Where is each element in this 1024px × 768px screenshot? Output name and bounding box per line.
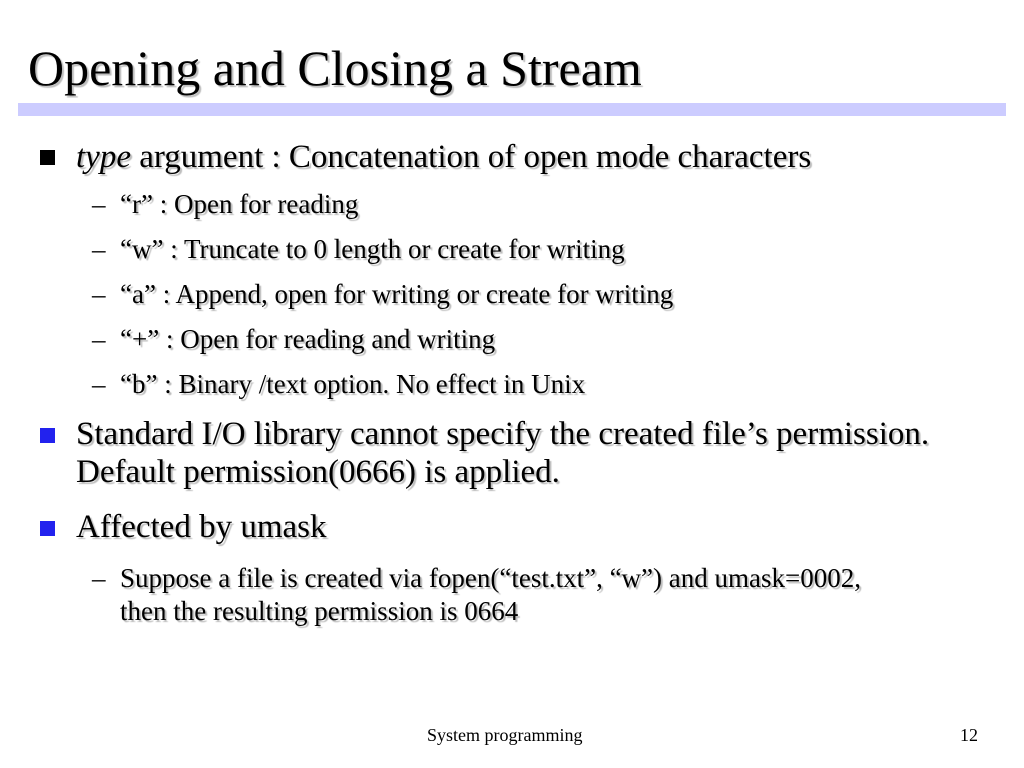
sub-bullet-w: “w” : Truncate to 0 length or create for writing — [120, 234, 625, 264]
title-underline-bar — [18, 103, 1006, 116]
bullet-permission: Standard I/O library cannot specify the created file’s permission. Default permission(0666) is applied. — [76, 416, 930, 490]
dash-bullet-icon: – — [92, 324, 106, 354]
sub-bullet-umask-example: Suppose a file is created via fopen(“test.txt”, “w”) and umask=0002, then the resulting permission is 0664 — [120, 563, 861, 626]
footer-course-title: System programming — [427, 725, 583, 745]
square-bullet-icon — [40, 150, 55, 165]
sub-bullet-r: “r” : Open for reading — [120, 189, 359, 219]
dash-bullet-icon: – — [92, 279, 106, 309]
sub-bullet-plus: “+” : Open for reading and writing — [120, 324, 496, 354]
slide-page-number: 12 — [960, 725, 978, 745]
sub-bullet-a: “a” : Append, open for writing or create for writing — [120, 279, 674, 309]
type-argument-text: argument : Concatenation of open mode characters — [130, 139, 812, 175]
square-bullet-icon — [40, 521, 55, 536]
dash-bullet-icon: – — [92, 563, 106, 593]
type-keyword: type — [76, 139, 131, 175]
bullet-umask: Affected by umask — [76, 509, 327, 545]
slide-title: Opening and Closing a Stream — [28, 40, 642, 96]
dash-bullet-icon: – — [92, 369, 106, 399]
sub-bullet-b: “b” : Binary /text option. No effect in Unix — [120, 369, 586, 399]
dash-bullet-icon: – — [92, 234, 106, 264]
dash-bullet-icon: – — [92, 189, 106, 219]
bullet-type-argument — [76, 138, 811, 176]
square-bullet-icon — [40, 428, 55, 443]
